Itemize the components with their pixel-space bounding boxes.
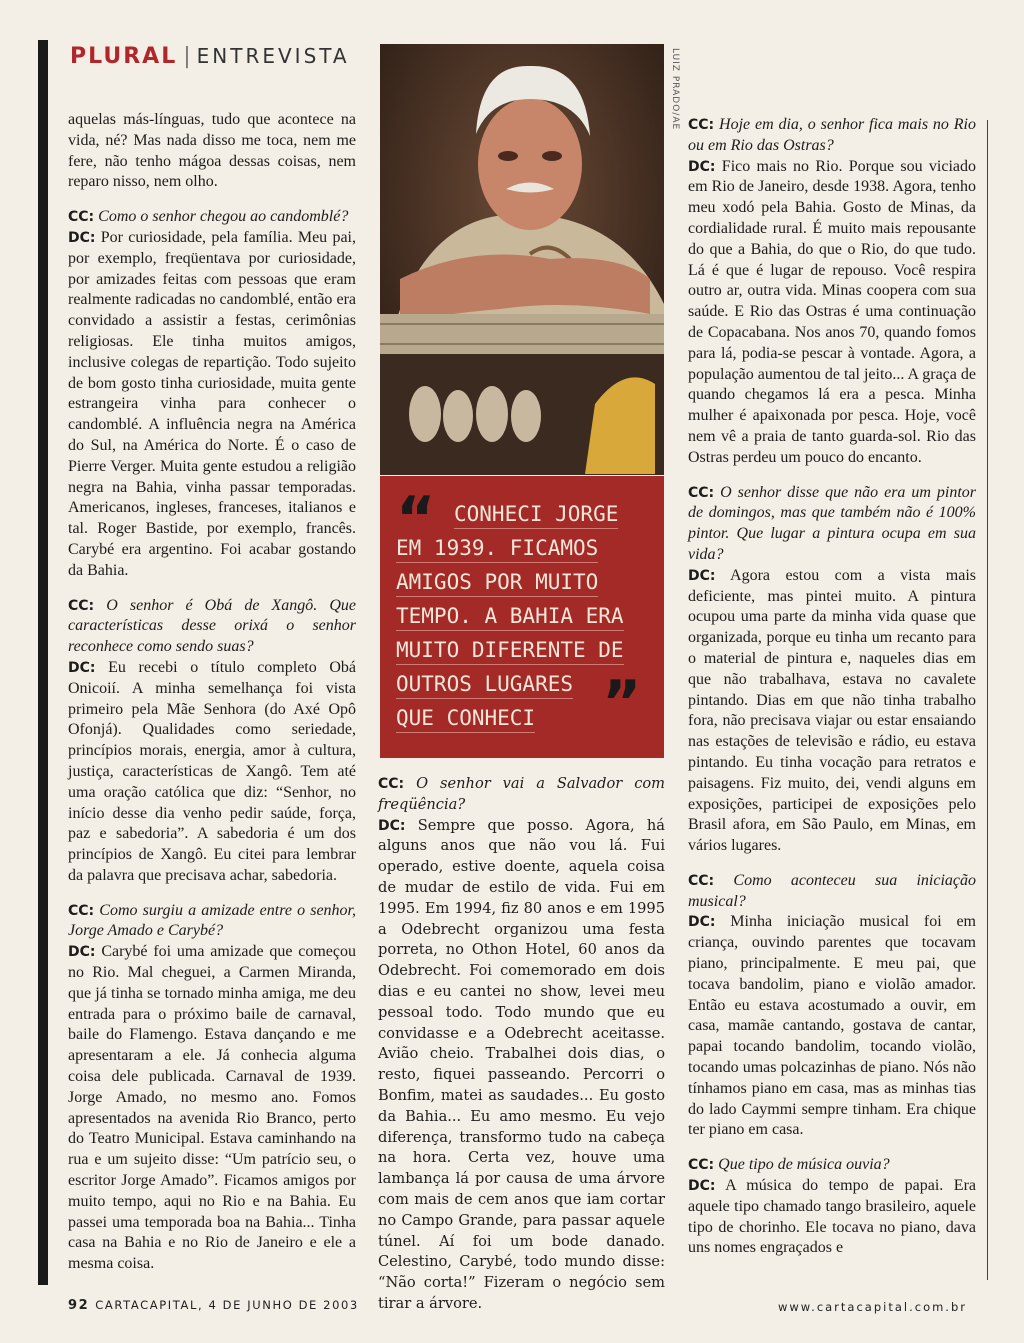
pull-quote-line: OUTROS LUGARES xyxy=(396,672,573,699)
question-text: O senhor é Obá de Xangô. Que características desse orixá o senhor reconhece como sendo suas? xyxy=(68,596,356,656)
answer-label: DC: xyxy=(688,567,716,584)
question-text: O senhor vai a Salvador com freqüência? xyxy=(378,775,666,813)
question-text: Como aconteceu sua iniciação musical? xyxy=(688,871,976,910)
open-quote-icon: “ xyxy=(396,484,436,554)
column-2 xyxy=(378,774,665,1329)
pull-quote-line: QUE CONHECI xyxy=(396,706,535,733)
pull-quote xyxy=(380,476,664,758)
answer-text: aquelas más-línguas, tudo que acontece na vida, né? Mas nada disso me toca, nem me fere, não tenho mágoa dessas coisas, nem reparo nisso, nem olho. xyxy=(68,111,356,191)
section-header xyxy=(70,44,350,69)
answer-text: Carybé foi uma amizade que começou no Rio. Mal cheguei, a Carmen Miranda, que já tinha se tornado minha amiga, me deu entrada para o próximo baile de carnaval, baile do Flamengo. Estava dançando e me apresentaram a ele. Já conhecia alguma coisa dele publicada. Carnaval de 1939. Jorge Amado, no mesmo ano. Fomos apresentados na avenida Rio Branco, perto do Teatro Municipal. Estava caminhando na rua e um sujeito disse: “Um patrício seu, o escritor Jorge Amado”. Ficamos amigos por muito tempo, aqui no Rio e na Bahia. Eu passei uma temporada boa na Bahia... Tinha casa na Bahia e no Rio de Janeiro e ele a mesma coisa. xyxy=(68,943,357,1273)
qa-block xyxy=(68,901,356,1275)
qa-block xyxy=(68,596,356,887)
qa-block xyxy=(378,774,665,1315)
pull-quote-line: TEMPO. A BAHIA ERA xyxy=(396,604,624,631)
question-label: CC: xyxy=(688,484,715,501)
question-label: CC: xyxy=(68,597,95,614)
qa-block xyxy=(688,483,976,857)
left-accent-bar xyxy=(38,40,48,1285)
answer-label: DC: xyxy=(688,1178,716,1195)
answer-text: Sempre que posso. Agora, há alguns anos que não vou lá. Fui operado, estive doente, aquela coisa de mudar de estilo de vida. Fui em 1995. Em 1994, fiz 80 anos e em 1995 a Odebrecht organizou uma festa porreta, no Othon Hotel, 60 anos da Odebrecht. Foi comemorado em dois dias e eu cantei no show, levei meu pessoal todo. Todo mundo que eu convidasse e a Odebrecht aceitasse. Avião cheio. Trabalhei dois dias, o resto, fiquei passeando. Percorri o Bonfim, matei as saudades... Eu gosto da Bahia... Eu amo mesmo. Eu vejo diferença, transformo tudo na cabeça na hora. Certa vez, houve uma lambança lá por causa de uma árvore com mais de cem anos que iam cortar no Campo Grande, para passar aquele túnel. Aí foi um bode danado. Celestino, Carybé, todo mundo disse: “Não corta!” Fizeram o negócio sem tirar a árvore. xyxy=(378,816,666,1312)
question-text: O senhor disse que não era um pintor de domingos, mas que também não é 100% pintor. Que lugar a pintura ocupa em sua vida? xyxy=(688,483,976,563)
question-text: Como o senhor chegou ao candomblé? xyxy=(98,208,349,226)
qa-block xyxy=(688,115,976,469)
answer-label: DC: xyxy=(68,229,96,246)
column-divider xyxy=(987,120,988,1280)
pull-quote-line: MUITO DIFERENTE DE xyxy=(396,638,624,665)
question-label: CC: xyxy=(378,776,405,792)
question-label: CC: xyxy=(68,209,95,226)
question-label: CC: xyxy=(688,117,715,133)
answer-label: DC: xyxy=(378,817,406,834)
question-label: CC: xyxy=(688,872,715,889)
answer-text: Fico mais no Rio. Porque sou viciado em Rio de Janeiro, desde 1938. Agora, tenho meu xodó pela Bahia. Gosto de Minas, da cordialidade rural. É muito mais repousante do que a Bahia, do que o Rio, do que tudo. Lá é que é lugar de repouso. Você respira outro ar, outra vida. Minas coopera com sua saúde. E Rio das Ostras é uma continuação de Copacabana. Nos anos 70, quando fomos para lá, podia-se pescar à vontade. Agora, a população aumentou de tal jeito... A graça de quando chegamos lá era a pesca. Minha mulher é apaixonada por pesca. Hoje, você nem vê a praia de tanto guarda-sol. Rio das Ostras perdeu um pouco do encanto. xyxy=(688,157,976,466)
column-1 xyxy=(68,110,356,1289)
pull-quote-line: EM 1939. FICAMOS xyxy=(396,536,598,563)
answer-label: DC: xyxy=(68,944,96,961)
question-text: Que tipo de música ouvia? xyxy=(718,1156,890,1174)
answer-text: A música do tempo de papai. Era aquele tipo chamado tango brasileiro, aquele tipo de chorinho. Ele tocava no piano, dava uns nomes engraçados e xyxy=(688,1177,976,1257)
qa-block xyxy=(68,207,356,581)
question-text: Hoje em dia, o senhor fica mais no Rio ou em Rio das Ostras? xyxy=(688,116,977,154)
answer-text: Agora estou com a vista mais deficiente, mas pintei muito. A pintura ocupou uma parte da minha vida quase que organizada, porque eu tinha um recanto para o material de pintura e, naqueles dias em que não trabalhava, estava no cavalete pintando. Dias em que não tinha trabalho fora, não precisava viajar ou estar ensaiando nas estações de televisão e rádio, eu estava pintando. Eu tinha vocação para retratos e paisagens. Fiz muito, dei, vendi alguns em exposições, participei de exposições pelo Brasil afora, em São Paulo, em Minas, em vários lugares. xyxy=(688,566,976,855)
answer-label: DC: xyxy=(688,914,716,931)
answer-text: Eu recebi o título completo Obá Onicoií. A minha semelhança foi vista primeiro pela Mãe Senhora (do Axé Opô Ofonjá). Qualidades como seriedade, princípios morais, energia, amor à cultura, justiça, características de Xangô. Tem até uma oração católica que diz: “Senhor, no início desse dia venho pedir saúde, força, paz e sabedoria”. A sabedoria é um dos princípios de Xangô. Eu citei para lembrar da palavra que precisava achar, sabedoria. xyxy=(68,658,357,884)
qa-block xyxy=(688,1155,976,1259)
subsection-name: ENTREVISTA xyxy=(196,44,350,68)
paragraph xyxy=(68,110,356,193)
answer-text: Minha iniciação musical foi em criança, ouvindo parentes que tocavam piano, principalmente. E meu pai, que tocava bandolim, piano e violão amador. Então eu estava acostumado a ouvir, em casa, mamãe cantando, gostava de cantar, papai tocando bandolim, tocando violão, tocando umas polcazinhas de piano. Nós não tínhamos piano em casa, mas as minhas tias do lado Caymmi sempre tinham. Era chique ter piano em casa. xyxy=(688,913,976,1139)
question-text: Como surgiu a amizade entre o senhor, Jorge Amado e Carybé? xyxy=(68,901,357,940)
publication-info: CARTACAPITAL, 4 DE JUNHO DE 2003 xyxy=(95,1298,359,1312)
section-name: PLURAL xyxy=(70,44,178,69)
page-footer xyxy=(68,1298,359,1313)
pull-quote-line: AMIGOS POR MUITO xyxy=(396,570,598,597)
question-label: CC: xyxy=(68,902,95,919)
page-number: 92 xyxy=(68,1298,90,1313)
answer-label: DC: xyxy=(68,659,96,676)
website-link[interactable]: www.cartacapital.com.br xyxy=(778,1300,967,1314)
portrait-illustration xyxy=(380,44,664,475)
answer-text: Por curiosidade, pela família. Meu pai, por exemplo, freqüentava por curiosidade, por amizades feitas com pessoas que eram realmente radicadas no candomblé, então era convidado a assistir a festas, cerimônias religiosas. Ele tinha muitos amigos, inclusive colegas de repartição. Todo sujeito de bom gosto tinha curiosidade, muita gente estrangeira vinha para conhecer o candomblé. A influência negra na América do Sul, na América do Norte. É o caso de Pierre Verger. Muita gente estudou a religião negra na Bahia, vinha passar temporadas. Americanos, ingleses, franceses, italianos e tal. Roger Bastide, por exemplo, francês. Carybé era argentino. Foi acabar gostando da Bahia. xyxy=(68,228,356,579)
photo-credit: LUIZ PRADO/AE xyxy=(670,48,680,131)
header-divider: | xyxy=(183,44,191,69)
pull-quote-line: CONHECI JORGE xyxy=(454,502,618,529)
portrait-photo xyxy=(380,44,664,475)
qa-block xyxy=(688,871,976,1141)
answer-label: DC: xyxy=(688,158,716,175)
column-3 xyxy=(688,115,976,1273)
close-quote-icon: ” xyxy=(602,668,642,738)
question-label: CC: xyxy=(688,1157,715,1174)
